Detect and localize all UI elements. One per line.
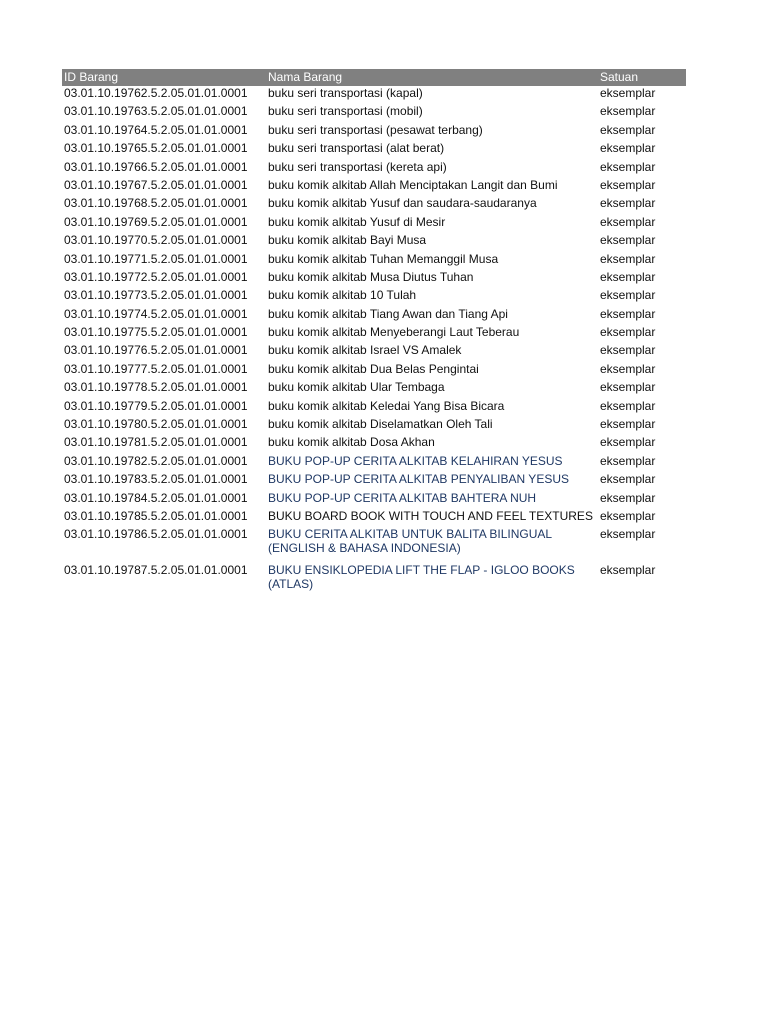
cell-satuan: eksemplar [600, 343, 656, 358]
cell-satuan: eksemplar [600, 141, 656, 156]
cell-id-barang: 03.01.10.19782.5.2.05.01.01.0001 [64, 453, 248, 468]
cell-satuan: eksemplar [600, 417, 656, 432]
cell-satuan: eksemplar [600, 361, 656, 376]
table-row [62, 288, 686, 306]
table-row [62, 435, 686, 453]
cell-nama-barang: buku komik alkitab Dua Belas Pengintai [268, 361, 479, 376]
table-row [62, 325, 686, 343]
cell-satuan: eksemplar [600, 563, 656, 578]
cell-id-barang: 03.01.10.19766.5.2.05.01.01.0001 [64, 159, 248, 174]
cell-nama-barang: buku komik alkitab Tiang Awan dan Tiang Api [268, 306, 508, 321]
cell-id-barang: 03.01.10.19772.5.2.05.01.01.0001 [64, 269, 248, 284]
cell-id-barang: 03.01.10.19776.5.2.05.01.01.0001 [64, 343, 248, 358]
cell-satuan: eksemplar [600, 325, 656, 340]
cell-id-barang: 03.01.10.19781.5.2.05.01.01.0001 [64, 435, 248, 450]
cell-nama-barang: buku komik alkitab Bayi Musa [268, 233, 427, 248]
table-row [62, 252, 686, 270]
cell-id-barang: 03.01.10.19774.5.2.05.01.01.0001 [64, 306, 248, 321]
table-row [62, 472, 686, 490]
cell-id-barang: 03.01.10.19787.5.2.05.01.01.0001 [64, 563, 248, 578]
cell-id-barang: 03.01.10.19769.5.2.05.01.01.0001 [64, 214, 248, 229]
cell-id-barang: 03.01.10.19773.5.2.05.01.01.0001 [64, 288, 248, 303]
table-row [62, 160, 686, 178]
cell-nama-barang: buku seri transportasi (mobil) [268, 104, 423, 119]
table-row [62, 215, 686, 233]
cell-nama-barang: BUKU POP-UP CERITA ALKITAB BAHTERA NUH [268, 490, 537, 505]
cell-id-barang: 03.01.10.19775.5.2.05.01.01.0001 [64, 325, 248, 340]
table-row [62, 362, 686, 380]
cell-satuan: eksemplar [600, 177, 656, 192]
cell-satuan: eksemplar [600, 288, 656, 303]
cell-satuan: eksemplar [600, 490, 656, 505]
table-row [62, 178, 686, 196]
cell-id-barang: 03.01.10.19784.5.2.05.01.01.0001 [64, 490, 248, 505]
header-satuan: Satuan [600, 70, 639, 84]
cell-id-barang: 03.01.10.19777.5.2.05.01.01.0001 [64, 361, 248, 376]
table-row [62, 104, 686, 122]
cell-nama-barang: buku seri transportasi (pesawat terbang) [268, 122, 483, 137]
cell-satuan: eksemplar [600, 269, 656, 284]
cell-nama-barang: buku komik alkitab Keledai Yang Bisa Bicara [268, 398, 505, 413]
cell-nama-barang: BUKU ENSIKLOPEDIA LIFT THE FLAP - IGLOO BOOKS (ATLAS) [268, 563, 575, 592]
cell-id-barang: 03.01.10.19778.5.2.05.01.01.0001 [64, 380, 248, 395]
table-row [62, 123, 686, 141]
cell-nama-barang: buku komik alkitab Dosa Akhan [268, 435, 435, 450]
cell-nama-barang: buku komik alkitab Diselamatkan Oleh Tali [268, 417, 493, 432]
table-row [62, 380, 686, 398]
cell-nama-barang: buku komik alkitab Yusuf dan saudara-saudaranya [268, 196, 537, 211]
cell-nama-barang: buku seri transportasi (kapal) [268, 86, 423, 100]
cell-satuan: eksemplar [600, 214, 656, 229]
cell-id-barang: 03.01.10.19770.5.2.05.01.01.0001 [64, 233, 248, 248]
cell-satuan: eksemplar [600, 159, 656, 174]
cell-id-barang: 03.01.10.19762.5.2.05.01.01.0001 [64, 86, 248, 100]
cell-satuan: eksemplar [600, 196, 656, 211]
cell-satuan: eksemplar [600, 435, 656, 450]
cell-satuan: eksemplar [600, 251, 656, 266]
cell-satuan: eksemplar [600, 472, 656, 487]
cell-id-barang: 03.01.10.19785.5.2.05.01.01.0001 [64, 508, 248, 523]
table-row [62, 417, 686, 435]
cell-nama-barang: BUKU CERITA ALKITAB UNTUK BALITA BILINGUAL (ENGLISH & BAHASA INDONESIA) [268, 527, 552, 556]
header-id-barang: ID Barang [64, 70, 119, 84]
cell-nama-barang: buku komik alkitab Tuhan Memanggil Musa [268, 251, 499, 266]
cell-satuan: eksemplar [600, 104, 656, 119]
table-row [62, 343, 686, 361]
table-row [62, 196, 686, 214]
table-row [62, 270, 686, 288]
table-row [62, 86, 686, 104]
cell-id-barang: 03.01.10.19780.5.2.05.01.01.0001 [64, 417, 248, 432]
item-table [62, 69, 686, 600]
cell-id-barang: 03.01.10.19768.5.2.05.01.01.0001 [64, 196, 248, 211]
table-row [62, 563, 686, 600]
table-body [62, 86, 686, 600]
table-row [62, 307, 686, 325]
cell-satuan: eksemplar [600, 233, 656, 248]
cell-nama-barang: buku komik alkitab Israel VS Amalek [268, 343, 462, 358]
cell-nama-barang: buku komik alkitab Musa Diutus Tuhan [268, 269, 474, 284]
cell-satuan: eksemplar [600, 380, 656, 395]
table-row [62, 491, 686, 509]
cell-satuan: eksemplar [600, 527, 656, 542]
cell-nama-barang: BUKU POP-UP CERITA ALKITAB PENYALIBAN YESUS [268, 472, 569, 487]
cell-nama-barang: buku komik alkitab Ular Tembaga [268, 380, 445, 395]
cell-id-barang: 03.01.10.19783.5.2.05.01.01.0001 [64, 472, 248, 487]
table-row [62, 399, 686, 417]
cell-id-barang: 03.01.10.19764.5.2.05.01.01.0001 [64, 122, 248, 137]
cell-satuan: eksemplar [600, 398, 656, 413]
cell-nama-barang: buku komik alkitab Menyeberangi Laut Teberau [268, 325, 520, 340]
cell-id-barang: 03.01.10.19786.5.2.05.01.01.0001 [64, 527, 248, 542]
cell-nama-barang: buku seri transportasi (alat berat) [268, 141, 445, 156]
cell-id-barang: 03.01.10.19779.5.2.05.01.01.0001 [64, 398, 248, 413]
cell-nama-barang: BUKU POP-UP CERITA ALKITAB KELAHIRAN YESUS [268, 453, 563, 468]
cell-satuan: eksemplar [600, 508, 656, 523]
cell-id-barang: 03.01.10.19771.5.2.05.01.01.0001 [64, 251, 248, 266]
cell-id-barang: 03.01.10.19763.5.2.05.01.01.0001 [64, 104, 248, 119]
cell-id-barang: 03.01.10.19767.5.2.05.01.01.0001 [64, 177, 248, 192]
cell-nama-barang: buku seri transportasi (kereta api) [268, 159, 447, 174]
cell-id-barang: 03.01.10.19765.5.2.05.01.01.0001 [64, 141, 248, 156]
cell-satuan: eksemplar [600, 306, 656, 321]
cell-nama-barang: buku komik alkitab Allah Menciptakan Langit dan Bumi [268, 177, 558, 192]
cell-satuan: eksemplar [600, 122, 656, 137]
cell-nama-barang: buku komik alkitab 10 Tulah [268, 288, 417, 303]
cell-nama-barang: buku komik alkitab Yusuf di Mesir [268, 214, 446, 229]
table-row [62, 454, 686, 472]
cell-satuan: eksemplar [600, 86, 656, 100]
table-row [62, 141, 686, 159]
table-header-row [62, 69, 686, 86]
cell-nama-barang: BUKU BOARD BOOK WITH TOUCH AND FEEL TEXTURES [268, 508, 593, 523]
table-row [62, 527, 686, 563]
header-nama-barang: Nama Barang [268, 70, 343, 84]
cell-satuan: eksemplar [600, 453, 656, 468]
table-row [62, 233, 686, 251]
table-row [62, 509, 686, 527]
